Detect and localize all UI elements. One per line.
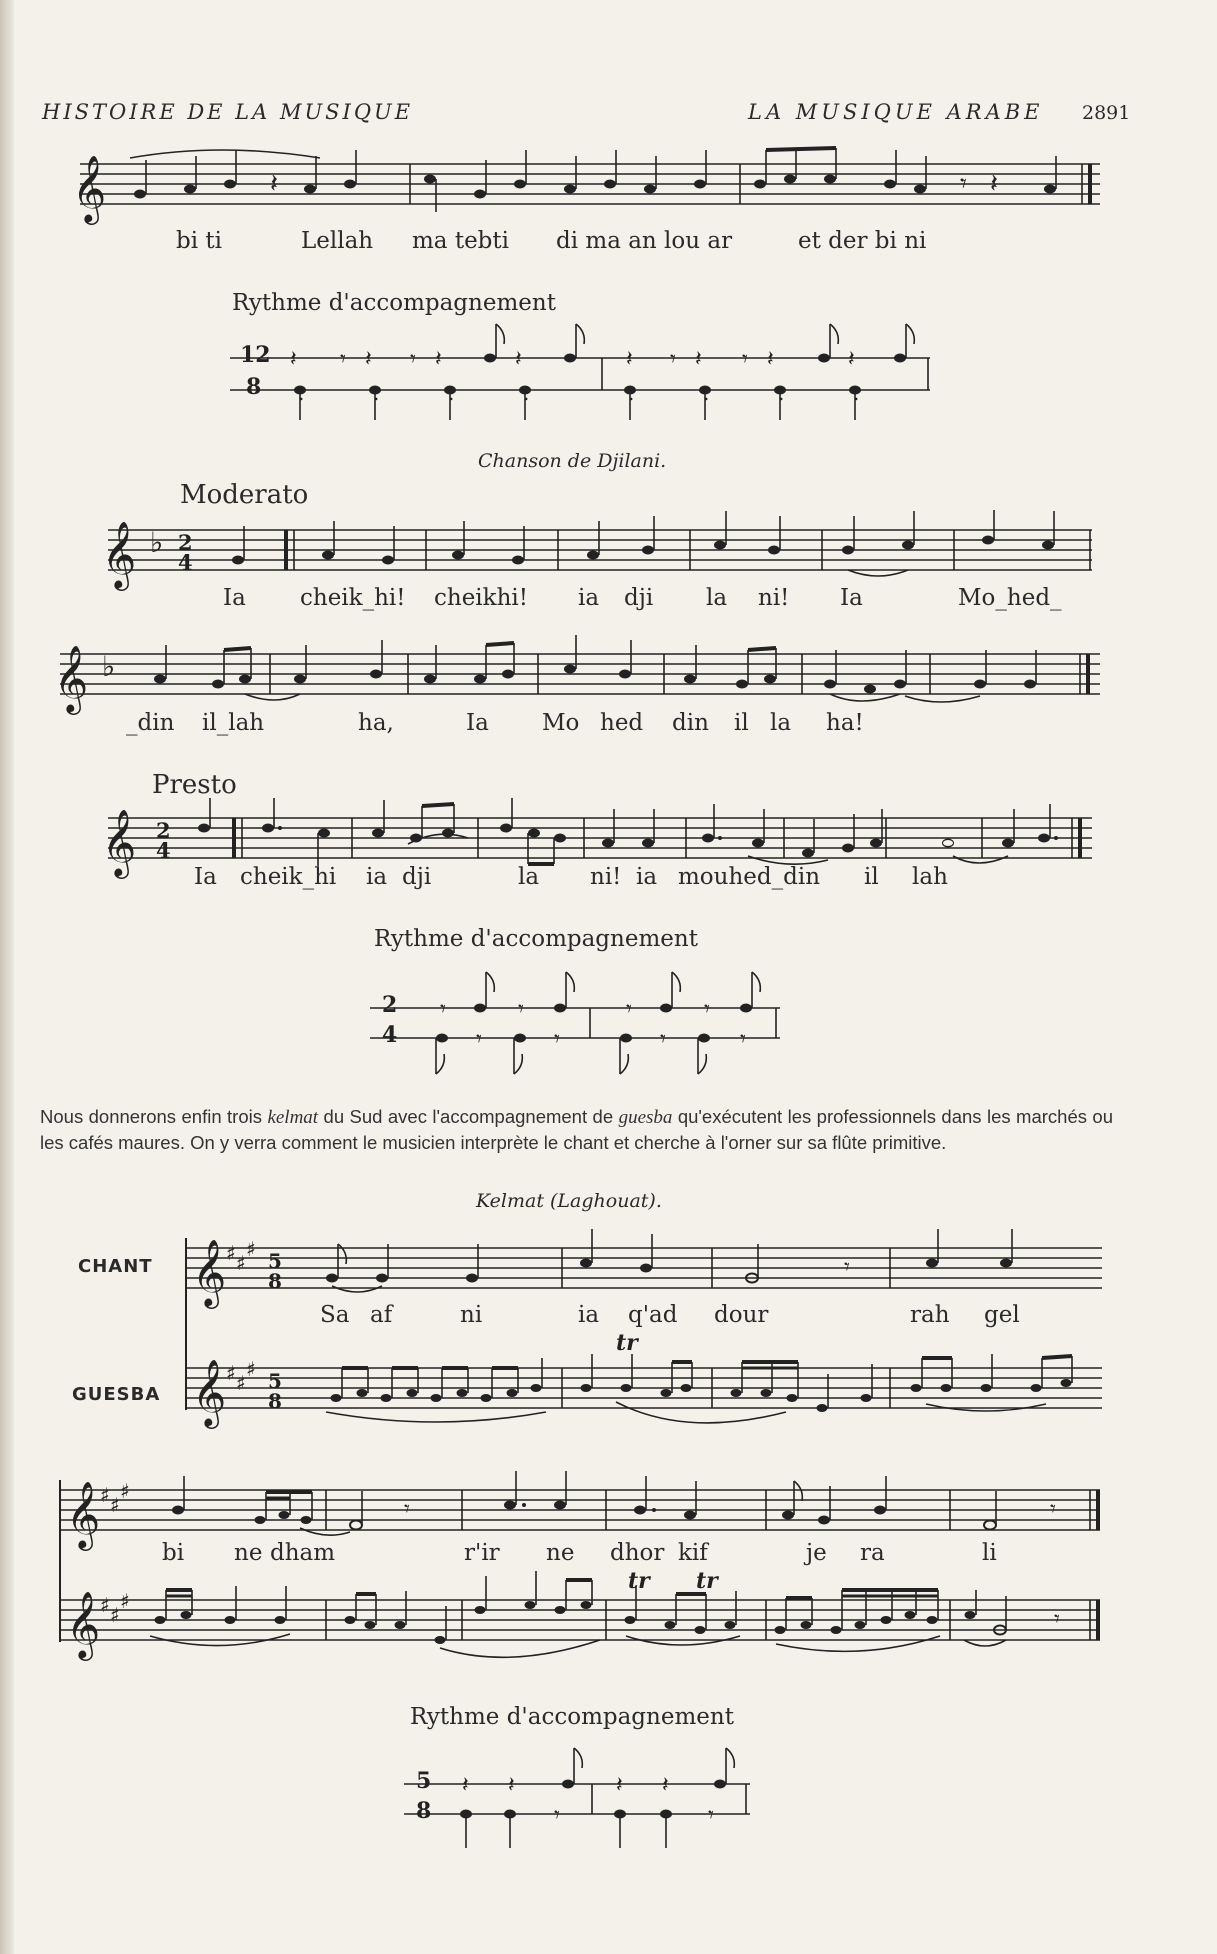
svg-text:♯: ♯ [236,1251,246,1275]
lyric-syllable: Ia [840,585,863,611]
time-sig-top: 5 [268,1369,282,1393]
lyric-syllable: ni! [590,864,622,890]
svg-text:𝄾: 𝄾 [410,347,416,372]
svg-text:.: . [628,381,635,405]
svg-text:.: . [853,381,860,405]
time-sig-top: 5 [416,1768,432,1794]
rhythm-heading-2: Rythme d'accompagnement [374,926,698,952]
svg-text:♭: ♭ [102,650,116,683]
svg-text:.: . [778,381,785,405]
lyric-syllable: ra [860,1540,885,1566]
svg-text:𝄾: 𝄾 [1050,1497,1056,1522]
svg-text:𝄽: 𝄽 [515,347,522,372]
tempo-moderato: Moderato [180,480,309,510]
trill-mark: tr [628,1568,650,1594]
svg-text:♯: ♯ [110,1603,120,1627]
svg-text:𝄾: 𝄾 [626,997,632,1022]
lyric-syllable: gel [984,1302,1020,1328]
lyric-syllable: r'ir [464,1540,500,1566]
svg-text:.: . [703,381,710,405]
svg-text:𝄽: 𝄽 [462,1773,469,1798]
svg-text:♯: ♯ [100,1593,110,1617]
time-sig-bottom: 8 [416,1798,432,1824]
lyric-syllable: ne [546,1540,575,1566]
svg-text:𝄾: 𝄾 [554,1027,560,1052]
svg-text:𝄾: 𝄾 [554,1803,560,1828]
lyric-syllable: ia [578,1302,600,1328]
time-sig-bottom: 4 [178,550,193,575]
lyric-syllable: cheik_hi! [300,585,406,611]
time-sig-top: 5 [268,1249,282,1273]
tempo-presto: Presto [152,770,237,800]
svg-text:𝄾: 𝄾 [742,347,748,372]
lyric-syllable: je [806,1540,827,1566]
lyric-syllable: Ia [466,710,489,736]
rhythm-heading-1: Rythme d'accompagnement [232,290,556,316]
lyric-syllable: dji [402,864,432,890]
time-sig-bottom: 8 [268,1269,282,1293]
time-sig-top: 12 [240,342,271,368]
time-sig-top: 2 [382,992,398,1018]
page-number: 2891 [1082,102,1131,124]
svg-text:𝄽: 𝄽 [435,347,442,372]
svg-text:𝄽: 𝄽 [365,347,372,372]
lyric-syllable: di ma an lou ar [556,228,733,254]
music-system-kelmat-2 [60,1464,1102,1664]
svg-text:♭: ♭ [150,526,164,559]
lyric-syllable: Ia [223,585,246,611]
svg-text:𝄾: 𝄾 [844,1255,850,1280]
rhythm-staff-1 [230,320,930,420]
svg-text:♯: ♯ [236,1371,246,1395]
lyric-syllable: Sa [320,1302,350,1328]
time-sig-top: 2 [178,530,193,555]
svg-text:𝄾: 𝄾 [960,169,967,199]
svg-text:𝄾: 𝄾 [740,1027,746,1052]
rhythm-staff-3 [404,1740,750,1850]
svg-text:𝄞: 𝄞 [66,1590,101,1658]
lyric-syllable: Mo [542,710,580,736]
lyric-syllable: dji [624,585,654,611]
lyric-syllable: ne [234,1540,263,1566]
svg-text:𝄞: 𝄞 [54,644,89,712]
lyric-syllable: ia [636,864,658,890]
trill-mark: tr [616,1330,638,1356]
lyric-syllable: dhor [610,1540,665,1566]
lyric-syllable: dham [270,1540,336,1566]
svg-text:𝄽: 𝄽 [695,347,702,372]
svg-text:𝄾: 𝄾 [518,997,524,1022]
lyric-syllable: ma tebti [412,228,510,254]
running-head-right: LA MUSIQUE ARABE [748,100,1044,124]
lyric-syllable: cheik_hi [240,864,337,890]
time-sig-bottom: 8 [246,374,262,400]
lyric-syllable: Ia [194,864,217,890]
lyric-syllable: la [518,864,540,890]
svg-text:𝄾: 𝄾 [404,1497,410,1522]
svg-text:𝄞: 𝄞 [72,154,107,222]
lyric-syllable: li [982,1540,997,1566]
paragraph-text: qu'exécutent les professionnels dans les marchés ou les cafés maures. On y verra comment le musicien interprète le chant et cherche à l'orner sur sa flûte primitive. [40,1106,1113,1153]
svg-text:.: . [523,381,530,405]
svg-text:𝄞: 𝄞 [102,520,137,588]
svg-text:𝄽: 𝄽 [626,347,633,372]
lyric-syllable: et der bi ni [798,228,927,254]
svg-text:𝄞: 𝄞 [102,808,137,876]
svg-text:.: . [298,381,305,405]
paragraph-text: Nous donnerons enfin trois [40,1106,268,1127]
lyric-syllable: ia [578,585,600,611]
song-caption-djilani: Chanson de Djilani. [478,450,667,472]
svg-text:♯: ♯ [120,1479,130,1503]
svg-text:♯: ♯ [110,1493,120,1517]
svg-text:𝄽: 𝄽 [662,1773,669,1798]
svg-text:𝄽: 𝄽 [270,169,278,199]
time-sig-top: 2 [156,818,171,843]
svg-text:𝄾: 𝄾 [340,347,346,372]
svg-text:𝄾: 𝄾 [704,997,710,1022]
svg-text:𝄽: 𝄽 [767,347,774,372]
lyric-syllable: ni! [758,585,790,611]
lyric-syllable: Lellah [301,228,374,254]
lyric-syllable: din [672,710,709,736]
svg-text:♯: ♯ [120,1589,130,1613]
time-sig-bottom: 4 [156,838,171,863]
svg-text:♯: ♯ [226,1241,236,1265]
rhythm-heading-3: Rythme d'accompagnement [410,1704,734,1730]
lyric-syllable: il [864,864,879,890]
lyric-syllable: dour [714,1302,769,1328]
lyric-syllable: kif [678,1540,708,1566]
svg-text:.: . [448,381,455,405]
song-caption-kelmat: Kelmat (Laghouat). [476,1190,662,1212]
lyric-syllable: ha! [826,710,864,736]
lyric-syllable: q'ad [628,1302,678,1328]
term-guesba: guesba [618,1107,673,1128]
lyric-syllable: il_lah [202,710,265,736]
svg-text:𝄽: 𝄽 [508,1773,515,1798]
svg-text:𝄞: 𝄞 [66,1480,101,1548]
lyric-syllable: af [370,1302,393,1328]
lyric-syllable: ha, [358,710,394,736]
svg-text:𝄽: 𝄽 [848,347,855,372]
page-edge [0,0,14,1954]
svg-text:𝄞: 𝄞 [192,1358,227,1426]
lyric-syllable: hed [600,710,644,736]
music-system-1 [60,148,1100,228]
svg-text:𝄽: 𝄽 [990,169,998,199]
lyric-syllable: il [734,710,749,736]
lyric-syllable: Mo_hed_ [958,585,1062,611]
rhythm-staff-2 [370,960,780,1080]
term-kelmat: kelmat [267,1107,319,1128]
svg-text:♯: ♯ [226,1361,236,1385]
running-head-left: HISTOIRE DE LA MUSIQUE [42,100,414,124]
lyric-syllable: mouhed_din [678,864,821,890]
lyric-syllable: ni [460,1302,483,1328]
lyric-syllable: rah [910,1302,950,1328]
music-system-kelmat-1 [186,1222,1102,1442]
svg-text:𝄾: 𝄾 [660,1027,666,1052]
svg-text:♯: ♯ [246,1357,256,1381]
svg-text:♯: ♯ [100,1483,110,1507]
part-label-chant: CHANT [78,1256,153,1277]
svg-text:𝄾: 𝄾 [670,347,676,372]
svg-text:𝄾: 𝄾 [476,1027,482,1052]
lyric-syllable: la [770,710,792,736]
svg-text:𝄽: 𝄽 [290,347,297,372]
svg-text:𝄾: 𝄾 [1054,1607,1060,1632]
svg-text:𝄽: 𝄽 [616,1773,623,1798]
time-sig-bottom: 4 [382,1022,398,1048]
body-paragraph [40,1104,1113,1155]
music-system-djilani-2 [54,634,1100,714]
svg-text:.: . [373,381,380,405]
lyric-syllable: _din [126,710,175,736]
lyric-syllable: bi ti [176,228,222,254]
svg-text:𝄾: 𝄾 [708,1803,714,1828]
lyric-syllable: cheikhi! [434,585,529,611]
lyric-syllable: ia [366,864,388,890]
trill-mark: tr [696,1568,718,1594]
paragraph-text: du Sud avec l'accompagnement de [318,1106,619,1127]
lyric-syllable: la [706,585,728,611]
time-sig-bottom: 8 [268,1389,282,1413]
lyric-syllable: bi [162,1540,185,1566]
lyric-syllable: lah [912,864,948,890]
svg-text:𝄞: 𝄞 [192,1238,227,1306]
part-label-guesba: GUESBA [72,1384,161,1405]
svg-text:♯: ♯ [246,1237,256,1261]
music-system-djilani-1 [102,510,1092,590]
svg-text:𝄾: 𝄾 [440,997,446,1022]
